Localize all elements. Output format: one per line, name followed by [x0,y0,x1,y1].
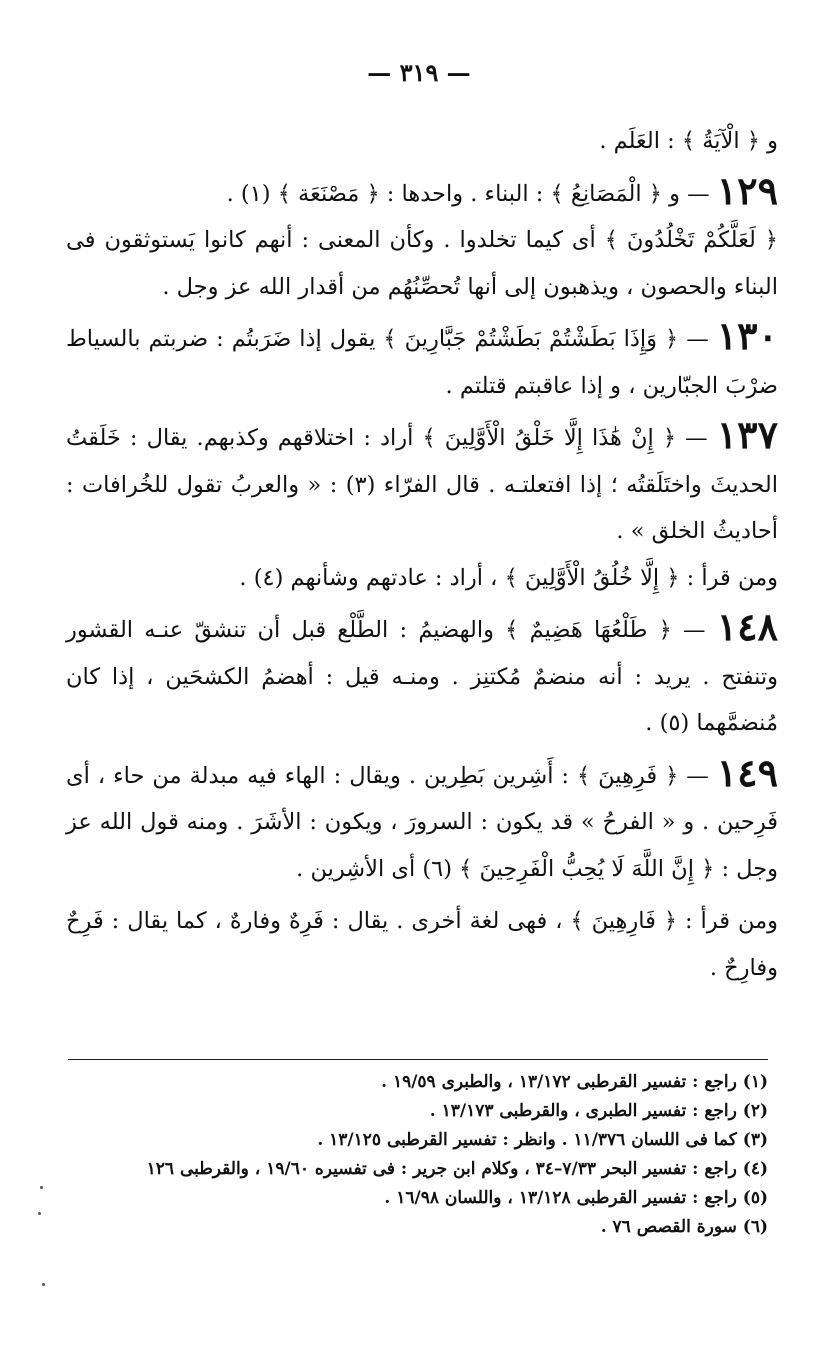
paragraph-text: — ﴿ إِنْ هَٰذَا إِلَّا خَلْقُ الْأَوَّلِينَ ﴾ أراد : اختلاقهم وكذبهم. يقال : خَلَقتُ الحديثَ واختَلَقتُه ؛ إذا افتعلتـه . قال الفرّاء (٣) : « والعربُ تقول للخُرافات : أحاديثُ الخلق » . [66,425,778,544]
paragraph [66,898,778,991]
paragraph [66,118,778,165]
scan-speck [38,1212,41,1215]
verse-number: ١٢٩ [716,167,778,213]
page-number: — ٣١٩ — [367,58,471,87]
footnote: (٤) راجع : تفسير البحر ٧/٣٣–٣٤ ، وكلام ابن جرير : فى تفسيره ١٩/٦٠ ، والقرطبى ١٢٦ [146,1159,768,1179]
paragraph-text: — ﴿ طَلْعُهَا هَضِيمٌ ﴾ والهضيمُ : الطَّلْع قبل أن تنشقّ عنـه القشور وتنفتح . يريد : أنه منضمٌ مُكتنِز . ومنـه قيل : أهضمُ الكشحَين ، إذا كان مُنضمَّهما (٥) . [66,617,778,736]
verse-number: ١٤٩ [716,749,778,795]
entry-149 [66,749,778,893]
entry-137 [66,412,778,555]
entry-130 [66,313,778,409]
scan-speck [42,1283,45,1286]
paragraph-text: ومن قرأ : ﴿ إِلَّا خُلُقُ الْأَوَّلِينَ ﴾ ، أراد : عادتهم وشأنهم (٤) . [239,564,778,591]
paragraph-text: ﴿ لَعَلَّكُمْ تَخْلُدُونَ ﴾ أى كيما تخلدوا . وكأن المعنى : أنهم كانوا يَستوثقون فى البناء والحصون ، ويذهبون إلى أنها تُحصِّنُهُم من أقدار الله عز وجل . [66,227,778,300]
entry-148 [66,604,778,747]
main-text [66,118,778,991]
paragraph-text: — و ﴿ الْمَصَانِعُ ﴾ : البناء . واحدها : ﴿ مَصْنَعَة ﴾ (١) . [226,180,717,207]
footnote: (٥) راجع : تفسير القرطبى ١٣/١٢٨ ، واللسان ١٦/٩٨ . [384,1188,768,1208]
footnote: (٣) كما فى اللسان ١١/٣٧٦ . وانظر : تفسير القرطبى ١٣/١٢٥ . [317,1130,768,1150]
footnote-separator [68,1059,768,1060]
paragraph-text: و ﴿ الْآيَةُ ﴾ : العَلَم . [599,128,778,154]
paragraph [66,555,778,602]
verse-number: ١٣٠ [716,313,778,358]
footnote: (٦) سورة القصص ٧٦ . [600,1217,768,1237]
footnote: (٢) راجع : تفسير الطبرى ، والقرطبى ١٣/١٧٣ . [429,1101,768,1121]
verse-number: ١٤٨ [716,604,778,649]
footnotes [68,1068,768,1242]
paragraph-text: — ﴿ فَرِهِينَ ﴾ : أَشِرين بَطِرين . ويقال : الهاء فيه مبدلة من حاء ، أى فَرِحين . و « الفرحُ » قد يكون : السرورَ ، ويكون : الأشَرَ . ومنه قول الله عز وجل : ﴿ إِنَّ اللَّهَ لَا يُحِبُّ الْفَرِحِينَ ﴾ (٦) أى الأشِرين . [66,762,778,882]
verse-number: ١٣٧ [716,412,778,457]
paragraph-text: — ﴿ وَإِذَا بَطَشْتُمْ بَطَشْتُمْ جَبَّارِينَ ﴾ يقول إذا ضَرَبتُم : ضربتم بالسياط ضرْبَ الجبّارين ، و إذا عاقبتم قتلتم . [66,326,778,399]
paragraph [66,217,778,310]
paragraph-text: ومن قرأ : ﴿ فَارِهِينَ ﴾ ، فهى لغة أخرى . يقال : فَرِهٌ وفارهٌ ، كما يقال : فَرِحٌ وفارِحٌ . [66,908,778,981]
footnote: (١) راجع : تفسير القرطبى ١٣/١٧٢ ، والطبرى ١٩/٥٩ . [381,1072,768,1092]
entry-129 [66,167,778,218]
scan-speck [40,1186,43,1189]
